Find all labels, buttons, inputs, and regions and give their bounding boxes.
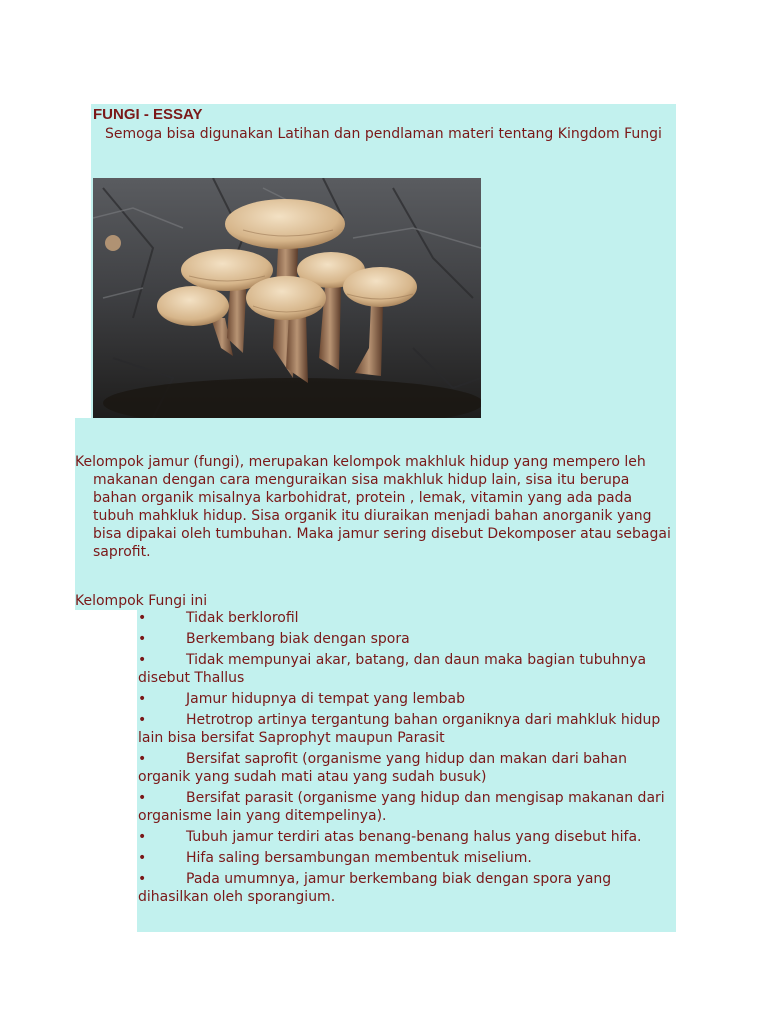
bullet-icon: • — [138, 712, 147, 728]
list-item — [138, 711, 674, 747]
list-item — [138, 849, 674, 867]
list-item-text: Bersifat parasit (organisme yang hidup dan mengisap makanan dari organisme lain yang ditempelinya). — [138, 790, 665, 824]
bullet-icon: • — [138, 631, 147, 647]
mushroom-photo — [93, 178, 481, 418]
list-item-text: Hifa saling bersambungan membentuk miselium. — [186, 850, 532, 866]
list-item-text: Jamur hidupnya di tempat yang lembab — [186, 691, 465, 707]
list-item-text: Hetrotrop artinya tergantung bahan organiknya dari mahkluk hidup lain bisa bersifat Saprophyt maupun Parasit — [138, 712, 661, 746]
subtitle: Semoga bisa digunakan Latihan dan pendlaman materi tentang Kingdom Fungi — [105, 126, 662, 142]
list-item-text: Pada umumnya, jamur berkembang biak dengan spora yang dihasilkan oleh sporangium. — [138, 871, 612, 905]
bullet-icon: • — [138, 691, 147, 707]
characteristics-list — [138, 609, 674, 909]
bullet-icon: • — [138, 829, 147, 845]
intro-paragraph: Kelompok jamur (fungi), merupakan kelompok makhluk hidup yang mempero leh makanan dengan cara menguraikan sisa makhluk hidup lain, sisa itu berupa bahan organik misalnya karbohidrat, protein , lemak, vitamin yang ada pada tubuh mahkluk hidup. Sisa organik itu diuraikan menjadi bahan anorganik yang bisa dipakai oleh tumbuhan. Maka jamur sering disebut Dekomposer atau sebagai saprofit. — [75, 454, 671, 560]
list-item — [138, 630, 674, 648]
list-item — [138, 828, 674, 846]
list-item-text: Berkembang biak dengan spora — [186, 631, 410, 647]
list-heading: Kelompok Fungi ini — [75, 593, 208, 609]
page-title: FUNGI - ESSAY — [93, 106, 203, 123]
bullet-icon: • — [138, 610, 147, 626]
list-item — [138, 609, 674, 627]
list-item — [138, 690, 674, 708]
list-item-text: Tidak mempunyai akar, batang, dan daun maka bagian tubuhnya disebut Thallus — [138, 652, 647, 686]
bullet-icon: • — [138, 850, 147, 866]
list-item — [138, 651, 674, 687]
list-item-text: Bersifat saprofit (organisme yang hidup dan makan dari bahan organik yang sudah mati atau yang sudah busuk) — [138, 751, 627, 785]
bullet-icon: • — [138, 751, 147, 767]
list-item — [138, 870, 674, 906]
list-item — [138, 750, 674, 786]
list-item-text: Tubuh jamur terdiri atas benang-benang halus yang disebut hifa. — [186, 829, 642, 845]
list-item — [138, 789, 674, 825]
bullet-icon: • — [138, 871, 147, 887]
bullet-icon: • — [138, 652, 147, 668]
bullet-icon: • — [138, 790, 147, 806]
list-item-text: Tidak berklorofil — [186, 610, 299, 626]
